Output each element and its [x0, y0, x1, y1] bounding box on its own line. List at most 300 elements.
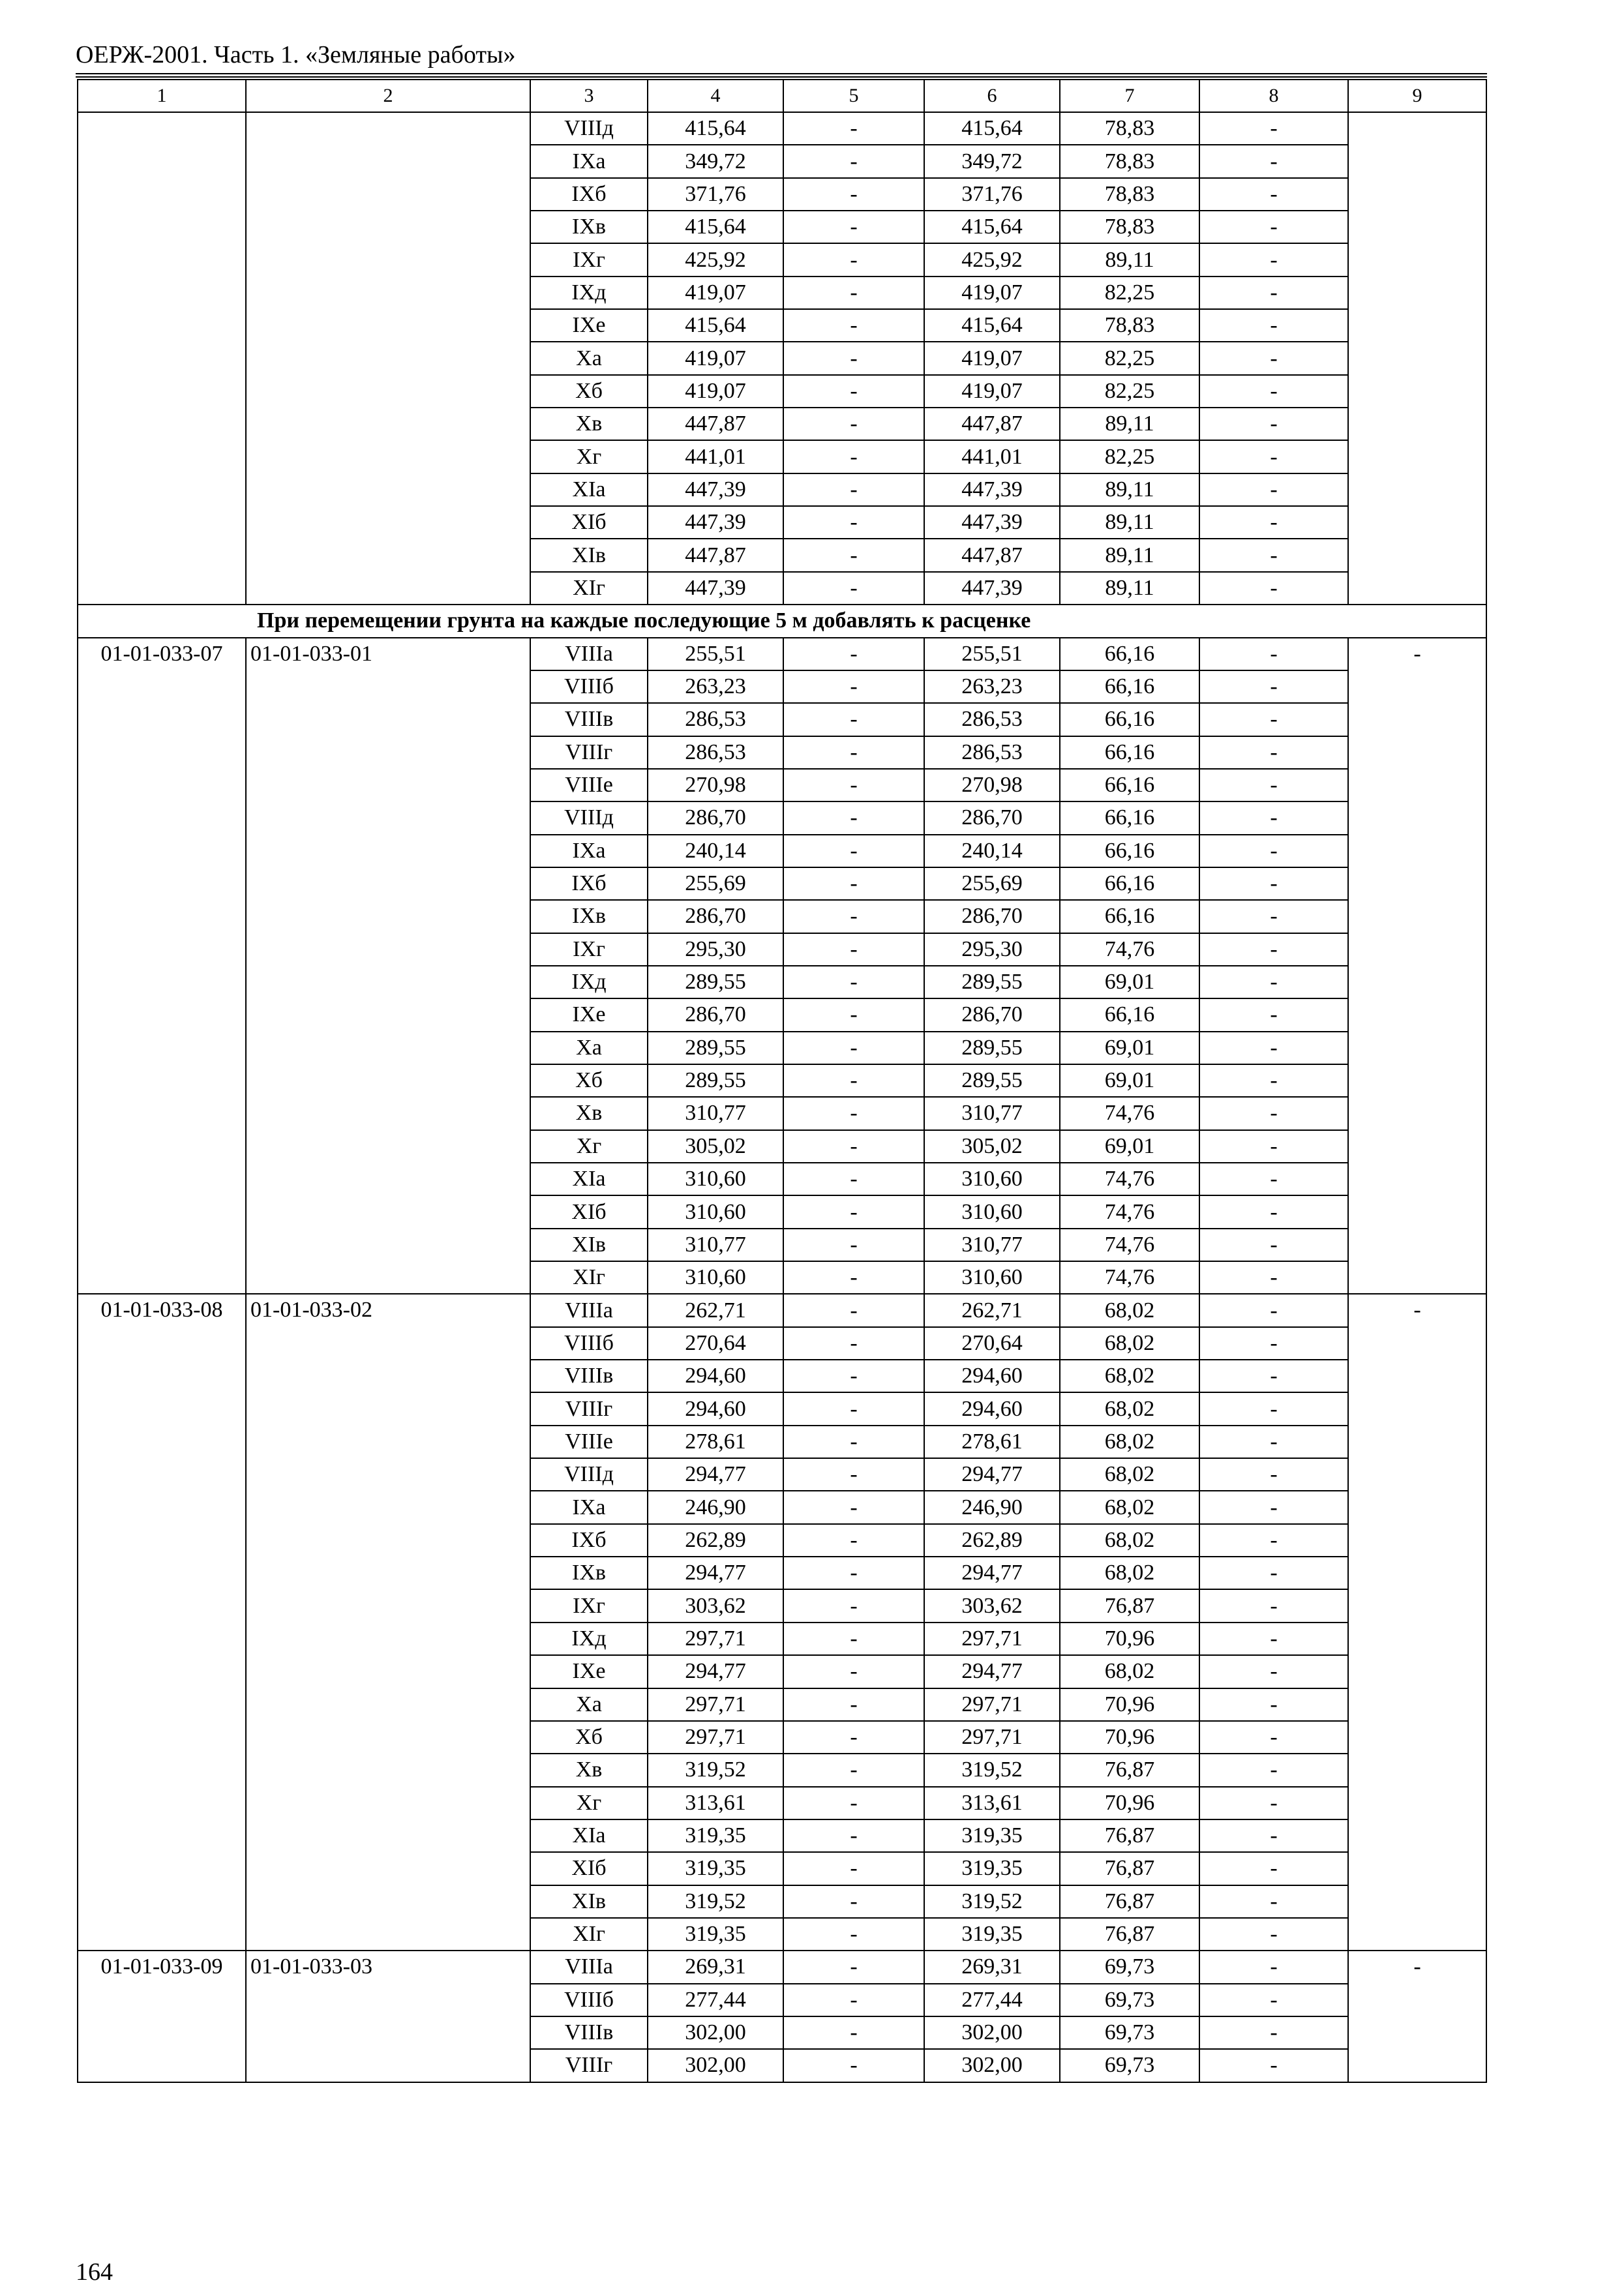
- value-cell-5: -: [783, 933, 924, 966]
- value-cell-4: 371,76: [648, 178, 783, 211]
- value-cell-5: -: [783, 670, 924, 703]
- value-cell-5: -: [783, 1885, 924, 1918]
- value-cell-8: -: [1199, 277, 1348, 309]
- value-cell-5: -: [783, 2016, 924, 2049]
- value-cell-4: 262,89: [648, 1524, 783, 1557]
- category-cell: Xг: [530, 1130, 648, 1163]
- value-cell-7: 76,87: [1060, 1885, 1199, 1918]
- value-cell-5: -: [783, 1294, 924, 1326]
- value-cell-6: 278,61: [924, 1426, 1060, 1458]
- value-cell-5: -: [783, 1327, 924, 1360]
- value-cell-4: 303,62: [648, 1589, 783, 1622]
- value-cell-6: 447,39: [924, 572, 1060, 605]
- value-cell-4: 263,23: [648, 670, 783, 703]
- value-cell-4: 319,52: [648, 1754, 783, 1786]
- category-cell: Xг: [530, 1787, 648, 1819]
- category-cell: VIIIв: [530, 1360, 648, 1392]
- value-cell-4: 297,71: [648, 1623, 783, 1655]
- value-cell-6: 289,55: [924, 1032, 1060, 1064]
- value-cell-5: -: [783, 1360, 924, 1392]
- value-cell-6: 297,71: [924, 1623, 1060, 1655]
- value-cell-8: -: [1199, 1623, 1348, 1655]
- value-cell-7: 66,16: [1060, 638, 1199, 670]
- value-cell-7: 70,96: [1060, 1623, 1199, 1655]
- category-cell: IXа: [530, 145, 648, 177]
- value-cell-8: -: [1199, 2016, 1348, 2049]
- value-cell-6: 302,00: [924, 2049, 1060, 2082]
- value-cell-8: -: [1199, 703, 1348, 736]
- col9-cell: -: [1348, 638, 1486, 1294]
- value-cell-5: -: [783, 211, 924, 243]
- value-cell-6: 310,60: [924, 1261, 1060, 1294]
- value-cell-7: 66,16: [1060, 835, 1199, 867]
- value-cell-8: -: [1199, 670, 1348, 703]
- value-cell-7: 78,83: [1060, 145, 1199, 177]
- value-cell-6: 319,52: [924, 1885, 1060, 1918]
- table-row: [78, 1294, 1486, 1326]
- value-cell-8: -: [1199, 506, 1348, 539]
- value-cell-8: -: [1199, 440, 1348, 473]
- value-cell-8: -: [1199, 638, 1348, 670]
- value-cell-6: 319,35: [924, 1852, 1060, 1885]
- value-cell-4: 419,07: [648, 375, 783, 408]
- category-cell: Xг: [530, 440, 648, 473]
- value-cell-8: -: [1199, 1491, 1348, 1523]
- value-cell-6: 419,07: [924, 375, 1060, 408]
- value-cell-6: 295,30: [924, 933, 1060, 966]
- value-cell-5: -: [783, 1623, 924, 1655]
- value-cell-6: 319,52: [924, 1754, 1060, 1786]
- category-cell: XIб: [530, 506, 648, 539]
- value-cell-7: 76,87: [1060, 1754, 1199, 1786]
- value-cell-8: -: [1199, 1392, 1348, 1425]
- value-cell-4: 310,60: [648, 1261, 783, 1294]
- value-cell-6: 286,70: [924, 900, 1060, 933]
- value-cell-7: 82,25: [1060, 342, 1199, 374]
- category-cell: IXд: [530, 1623, 648, 1655]
- value-cell-4: 319,35: [648, 1852, 783, 1885]
- value-cell-8: -: [1199, 1097, 1348, 1130]
- value-cell-7: 68,02: [1060, 1655, 1199, 1688]
- value-cell-4: 419,07: [648, 342, 783, 374]
- value-cell-5: -: [783, 1229, 924, 1261]
- category-cell: Xб: [530, 1064, 648, 1097]
- value-cell-5: -: [783, 178, 924, 211]
- category-cell: IXе: [530, 998, 648, 1031]
- category-cell: VIIIа: [530, 638, 648, 670]
- category-cell: IXв: [530, 1557, 648, 1589]
- value-cell-7: 76,87: [1060, 1589, 1199, 1622]
- value-cell-7: 74,76: [1060, 1097, 1199, 1130]
- value-cell-6: 419,07: [924, 342, 1060, 374]
- column-header: 6: [924, 80, 1060, 112]
- value-cell-5: -: [783, 867, 924, 900]
- value-cell-7: 82,25: [1060, 440, 1199, 473]
- value-cell-7: 69,73: [1060, 2016, 1199, 2049]
- category-cell: IXа: [530, 1491, 648, 1523]
- value-cell-6: 415,64: [924, 309, 1060, 342]
- category-cell: IXв: [530, 900, 648, 933]
- value-cell-4: 255,51: [648, 638, 783, 670]
- value-cell-8: -: [1199, 342, 1348, 374]
- value-cell-5: -: [783, 1721, 924, 1754]
- base-rate-code-cell: 01-01-033-02: [246, 1294, 530, 1951]
- value-cell-5: -: [783, 1852, 924, 1885]
- page-header-title: ОЕРЖ-2001. Часть 1. «Земляные работы»: [76, 41, 516, 68]
- category-cell: VIIIв: [530, 2016, 648, 2049]
- value-cell-5: -: [783, 966, 924, 998]
- value-cell-8: -: [1199, 1327, 1348, 1360]
- value-cell-4: 289,55: [648, 1032, 783, 1064]
- category-cell: VIIIд: [530, 1458, 648, 1491]
- value-cell-5: -: [783, 309, 924, 342]
- value-cell-8: -: [1199, 1852, 1348, 1885]
- table-body: [78, 80, 1486, 2082]
- value-cell-7: 69,73: [1060, 1984, 1199, 2016]
- value-cell-4: 447,39: [648, 572, 783, 605]
- value-cell-6: 286,53: [924, 736, 1060, 769]
- value-cell-4: 310,77: [648, 1229, 783, 1261]
- category-cell: XIа: [530, 1819, 648, 1852]
- value-cell-6: 286,70: [924, 801, 1060, 834]
- value-cell-7: 82,25: [1060, 375, 1199, 408]
- value-cell-8: -: [1199, 1261, 1348, 1294]
- page-number: 164: [76, 2258, 113, 2286]
- category-cell: Xа: [530, 1032, 648, 1064]
- value-cell-4: 286,53: [648, 703, 783, 736]
- column-header-row: [78, 80, 1486, 112]
- value-cell-5: -: [783, 1951, 924, 1983]
- value-cell-4: 286,70: [648, 801, 783, 834]
- value-cell-8: -: [1199, 1754, 1348, 1786]
- value-cell-8: -: [1199, 801, 1348, 834]
- rates-table: [77, 79, 1487, 2083]
- value-cell-5: -: [783, 1491, 924, 1523]
- base-code-cell-empty: [246, 112, 530, 605]
- column-header: 2: [246, 80, 530, 112]
- col9-cell-empty: [1348, 112, 1486, 605]
- value-cell-5: -: [783, 112, 924, 145]
- value-cell-5: -: [783, 145, 924, 177]
- value-cell-5: -: [783, 1984, 924, 2016]
- value-cell-5: -: [783, 1787, 924, 1819]
- category-cell: XIг: [530, 572, 648, 605]
- value-cell-5: -: [783, 277, 924, 309]
- value-cell-4: 415,64: [648, 112, 783, 145]
- value-cell-4: 294,77: [648, 1458, 783, 1491]
- value-cell-8: -: [1199, 1195, 1348, 1228]
- value-cell-8: -: [1199, 1688, 1348, 1721]
- category-cell: IXб: [530, 178, 648, 211]
- base-rate-code-cell: 01-01-033-03: [246, 1951, 530, 2082]
- value-cell-8: -: [1199, 408, 1348, 440]
- value-cell-4: 319,52: [648, 1885, 783, 1918]
- value-cell-5: -: [783, 769, 924, 801]
- value-cell-6: 270,98: [924, 769, 1060, 801]
- value-cell-6: 294,60: [924, 1360, 1060, 1392]
- value-cell-5: -: [783, 2049, 924, 2082]
- value-cell-4: 255,69: [648, 867, 783, 900]
- value-cell-6: 319,35: [924, 1918, 1060, 1951]
- category-cell: VIIIе: [530, 1426, 648, 1458]
- header-rule: [76, 73, 1487, 78]
- value-cell-6: 419,07: [924, 277, 1060, 309]
- value-cell-6: 294,77: [924, 1557, 1060, 1589]
- value-cell-6: 255,51: [924, 638, 1060, 670]
- value-cell-4: 240,14: [648, 835, 783, 867]
- value-cell-5: -: [783, 835, 924, 867]
- value-cell-6: 270,64: [924, 1327, 1060, 1360]
- category-cell: IXе: [530, 309, 648, 342]
- value-cell-6: 319,35: [924, 1819, 1060, 1852]
- value-cell-5: -: [783, 1392, 924, 1425]
- value-cell-7: 74,76: [1060, 1261, 1199, 1294]
- value-cell-6: 262,89: [924, 1524, 1060, 1557]
- value-cell-4: 305,02: [648, 1130, 783, 1163]
- value-cell-6: 303,62: [924, 1589, 1060, 1622]
- value-cell-7: 89,11: [1060, 408, 1199, 440]
- category-cell: VIIIг: [530, 2049, 648, 2082]
- value-cell-4: 425,92: [648, 243, 783, 276]
- value-cell-5: -: [783, 572, 924, 605]
- category-cell: Xв: [530, 1754, 648, 1786]
- value-cell-5: -: [783, 539, 924, 571]
- rate-code-cell: 01-01-033-07: [78, 638, 246, 1294]
- value-cell-7: 68,02: [1060, 1458, 1199, 1491]
- value-cell-4: 294,77: [648, 1655, 783, 1688]
- value-cell-6: 297,71: [924, 1688, 1060, 1721]
- value-cell-6: 310,60: [924, 1195, 1060, 1228]
- value-cell-6: 289,55: [924, 1064, 1060, 1097]
- category-cell: VIIIа: [530, 1951, 648, 1983]
- value-cell-4: 289,55: [648, 1064, 783, 1097]
- category-cell: VIIIг: [530, 736, 648, 769]
- value-cell-4: 310,77: [648, 1097, 783, 1130]
- column-header: 8: [1199, 80, 1348, 112]
- category-cell: Xб: [530, 375, 648, 408]
- value-cell-7: 68,02: [1060, 1294, 1199, 1326]
- category-cell: XIб: [530, 1195, 648, 1228]
- value-cell-8: -: [1199, 736, 1348, 769]
- value-cell-6: 269,31: [924, 1951, 1060, 1983]
- category-cell: XIг: [530, 1261, 648, 1294]
- category-cell: XIв: [530, 1885, 648, 1918]
- value-cell-5: -: [783, 1524, 924, 1557]
- value-cell-8: -: [1199, 769, 1348, 801]
- value-cell-5: -: [783, 1064, 924, 1097]
- value-cell-5: -: [783, 1819, 924, 1852]
- value-cell-7: 69,01: [1060, 1032, 1199, 1064]
- value-cell-6: 447,39: [924, 473, 1060, 506]
- value-cell-8: -: [1199, 933, 1348, 966]
- value-cell-8: -: [1199, 1984, 1348, 2016]
- value-cell-7: 68,02: [1060, 1360, 1199, 1392]
- value-cell-7: 66,16: [1060, 867, 1199, 900]
- value-cell-8: -: [1199, 145, 1348, 177]
- value-cell-4: 297,71: [648, 1721, 783, 1754]
- value-cell-4: 349,72: [648, 145, 783, 177]
- value-cell-4: 294,77: [648, 1557, 783, 1589]
- value-cell-7: 78,83: [1060, 112, 1199, 145]
- value-cell-7: 66,16: [1060, 900, 1199, 933]
- value-cell-5: -: [783, 506, 924, 539]
- value-cell-8: -: [1199, 539, 1348, 571]
- value-cell-7: 69,73: [1060, 1951, 1199, 1983]
- value-cell-4: 302,00: [648, 2016, 783, 2049]
- value-cell-8: -: [1199, 1524, 1348, 1557]
- value-cell-4: 447,39: [648, 473, 783, 506]
- value-cell-5: -: [783, 1130, 924, 1163]
- category-cell: VIIIв: [530, 703, 648, 736]
- value-cell-4: 295,30: [648, 933, 783, 966]
- value-cell-7: 69,01: [1060, 966, 1199, 998]
- category-cell: XIб: [530, 1852, 648, 1885]
- value-cell-5: -: [783, 1918, 924, 1951]
- value-cell-8: -: [1199, 1721, 1348, 1754]
- value-cell-5: -: [783, 243, 924, 276]
- value-cell-7: 89,11: [1060, 539, 1199, 571]
- value-cell-6: 294,77: [924, 1458, 1060, 1491]
- value-cell-8: -: [1199, 1557, 1348, 1589]
- value-cell-6: 286,53: [924, 703, 1060, 736]
- value-cell-5: -: [783, 342, 924, 374]
- value-cell-8: -: [1199, 1655, 1348, 1688]
- category-cell: IXб: [530, 1524, 648, 1557]
- value-cell-5: -: [783, 440, 924, 473]
- category-cell: VIIIд: [530, 801, 648, 834]
- value-cell-4: 297,71: [648, 1688, 783, 1721]
- column-header: 3: [530, 80, 648, 112]
- value-cell-4: 262,71: [648, 1294, 783, 1326]
- value-cell-7: 69,01: [1060, 1064, 1199, 1097]
- value-cell-5: -: [783, 1032, 924, 1064]
- value-cell-5: -: [783, 900, 924, 933]
- value-cell-7: 89,11: [1060, 506, 1199, 539]
- category-cell: XIа: [530, 473, 648, 506]
- rate-code-cell: 01-01-033-09: [78, 1951, 246, 2082]
- value-cell-6: 415,64: [924, 211, 1060, 243]
- value-cell-5: -: [783, 473, 924, 506]
- section-heading-row: [78, 605, 1486, 637]
- value-cell-4: 270,98: [648, 769, 783, 801]
- value-cell-7: 66,16: [1060, 736, 1199, 769]
- value-cell-4: 269,31: [648, 1951, 783, 1983]
- col9-cell: -: [1348, 1294, 1486, 1951]
- value-cell-4: 313,61: [648, 1787, 783, 1819]
- value-cell-5: -: [783, 1163, 924, 1195]
- table-row: [78, 638, 1486, 670]
- category-cell: IXа: [530, 835, 648, 867]
- category-cell: XIв: [530, 1229, 648, 1261]
- value-cell-7: 74,76: [1060, 1163, 1199, 1195]
- value-cell-8: -: [1199, 1787, 1348, 1819]
- value-cell-6: 441,01: [924, 440, 1060, 473]
- value-cell-8: -: [1199, 1918, 1348, 1951]
- value-cell-7: 66,16: [1060, 998, 1199, 1031]
- value-cell-7: 68,02: [1060, 1426, 1199, 1458]
- category-cell: VIIIб: [530, 1327, 648, 1360]
- value-cell-5: -: [783, 1688, 924, 1721]
- category-cell: IXв: [530, 211, 648, 243]
- value-cell-8: -: [1199, 375, 1348, 408]
- category-cell: Xв: [530, 1097, 648, 1130]
- value-cell-6: 263,23: [924, 670, 1060, 703]
- value-cell-8: -: [1199, 309, 1348, 342]
- category-cell: VIIIд: [530, 112, 648, 145]
- category-cell: VIIIб: [530, 1984, 648, 2016]
- column-header: 5: [783, 80, 924, 112]
- value-cell-6: 297,71: [924, 1721, 1060, 1754]
- value-cell-8: -: [1199, 1819, 1348, 1852]
- value-cell-7: 68,02: [1060, 1491, 1199, 1523]
- value-cell-4: 286,53: [648, 736, 783, 769]
- value-cell-8: -: [1199, 966, 1348, 998]
- value-cell-7: 68,02: [1060, 1327, 1199, 1360]
- value-cell-7: 78,83: [1060, 309, 1199, 342]
- value-cell-7: 69,01: [1060, 1130, 1199, 1163]
- value-cell-7: 68,02: [1060, 1392, 1199, 1425]
- value-cell-6: 255,69: [924, 867, 1060, 900]
- column-header: 4: [648, 80, 783, 112]
- value-cell-7: 78,83: [1060, 211, 1199, 243]
- value-cell-6: 425,92: [924, 243, 1060, 276]
- table-row: [78, 1951, 1486, 1983]
- column-header: 9: [1348, 80, 1486, 112]
- category-cell: Xб: [530, 1721, 648, 1754]
- value-cell-7: 68,02: [1060, 1557, 1199, 1589]
- category-cell: IXд: [530, 277, 648, 309]
- value-cell-8: -: [1199, 2049, 1348, 2082]
- value-cell-6: 310,77: [924, 1229, 1060, 1261]
- category-cell: IXе: [530, 1655, 648, 1688]
- value-cell-4: 278,61: [648, 1426, 783, 1458]
- value-cell-6: 277,44: [924, 1984, 1060, 2016]
- value-cell-8: -: [1199, 1064, 1348, 1097]
- category-cell: Xа: [530, 342, 648, 374]
- value-cell-7: 68,02: [1060, 1524, 1199, 1557]
- section-heading: При перемещении грунта на каждые последующие 5 м добавлять к расценке: [78, 605, 1486, 637]
- column-header: 7: [1060, 80, 1199, 112]
- value-cell-6: 294,60: [924, 1392, 1060, 1425]
- value-cell-6: 289,55: [924, 966, 1060, 998]
- value-cell-6: 305,02: [924, 1130, 1060, 1163]
- value-cell-7: 66,16: [1060, 769, 1199, 801]
- value-cell-4: 270,64: [648, 1327, 783, 1360]
- value-cell-6: 447,39: [924, 506, 1060, 539]
- value-cell-8: -: [1199, 1426, 1348, 1458]
- value-cell-4: 289,55: [648, 966, 783, 998]
- value-cell-7: 74,76: [1060, 1195, 1199, 1228]
- category-cell: XIв: [530, 539, 648, 571]
- value-cell-5: -: [783, 703, 924, 736]
- value-cell-6: 310,77: [924, 1097, 1060, 1130]
- col9-cell: -: [1348, 1951, 1486, 2082]
- value-cell-8: -: [1199, 211, 1348, 243]
- value-cell-5: -: [783, 736, 924, 769]
- value-cell-4: 447,87: [648, 539, 783, 571]
- value-cell-4: 286,70: [648, 900, 783, 933]
- value-cell-4: 441,01: [648, 440, 783, 473]
- value-cell-4: 294,60: [648, 1392, 783, 1425]
- value-cell-5: -: [783, 1261, 924, 1294]
- value-cell-7: 76,87: [1060, 1852, 1199, 1885]
- value-cell-8: -: [1199, 998, 1348, 1031]
- value-cell-8: -: [1199, 178, 1348, 211]
- value-cell-5: -: [783, 1557, 924, 1589]
- value-cell-8: -: [1199, 900, 1348, 933]
- value-cell-4: 294,60: [648, 1360, 783, 1392]
- value-cell-5: -: [783, 998, 924, 1031]
